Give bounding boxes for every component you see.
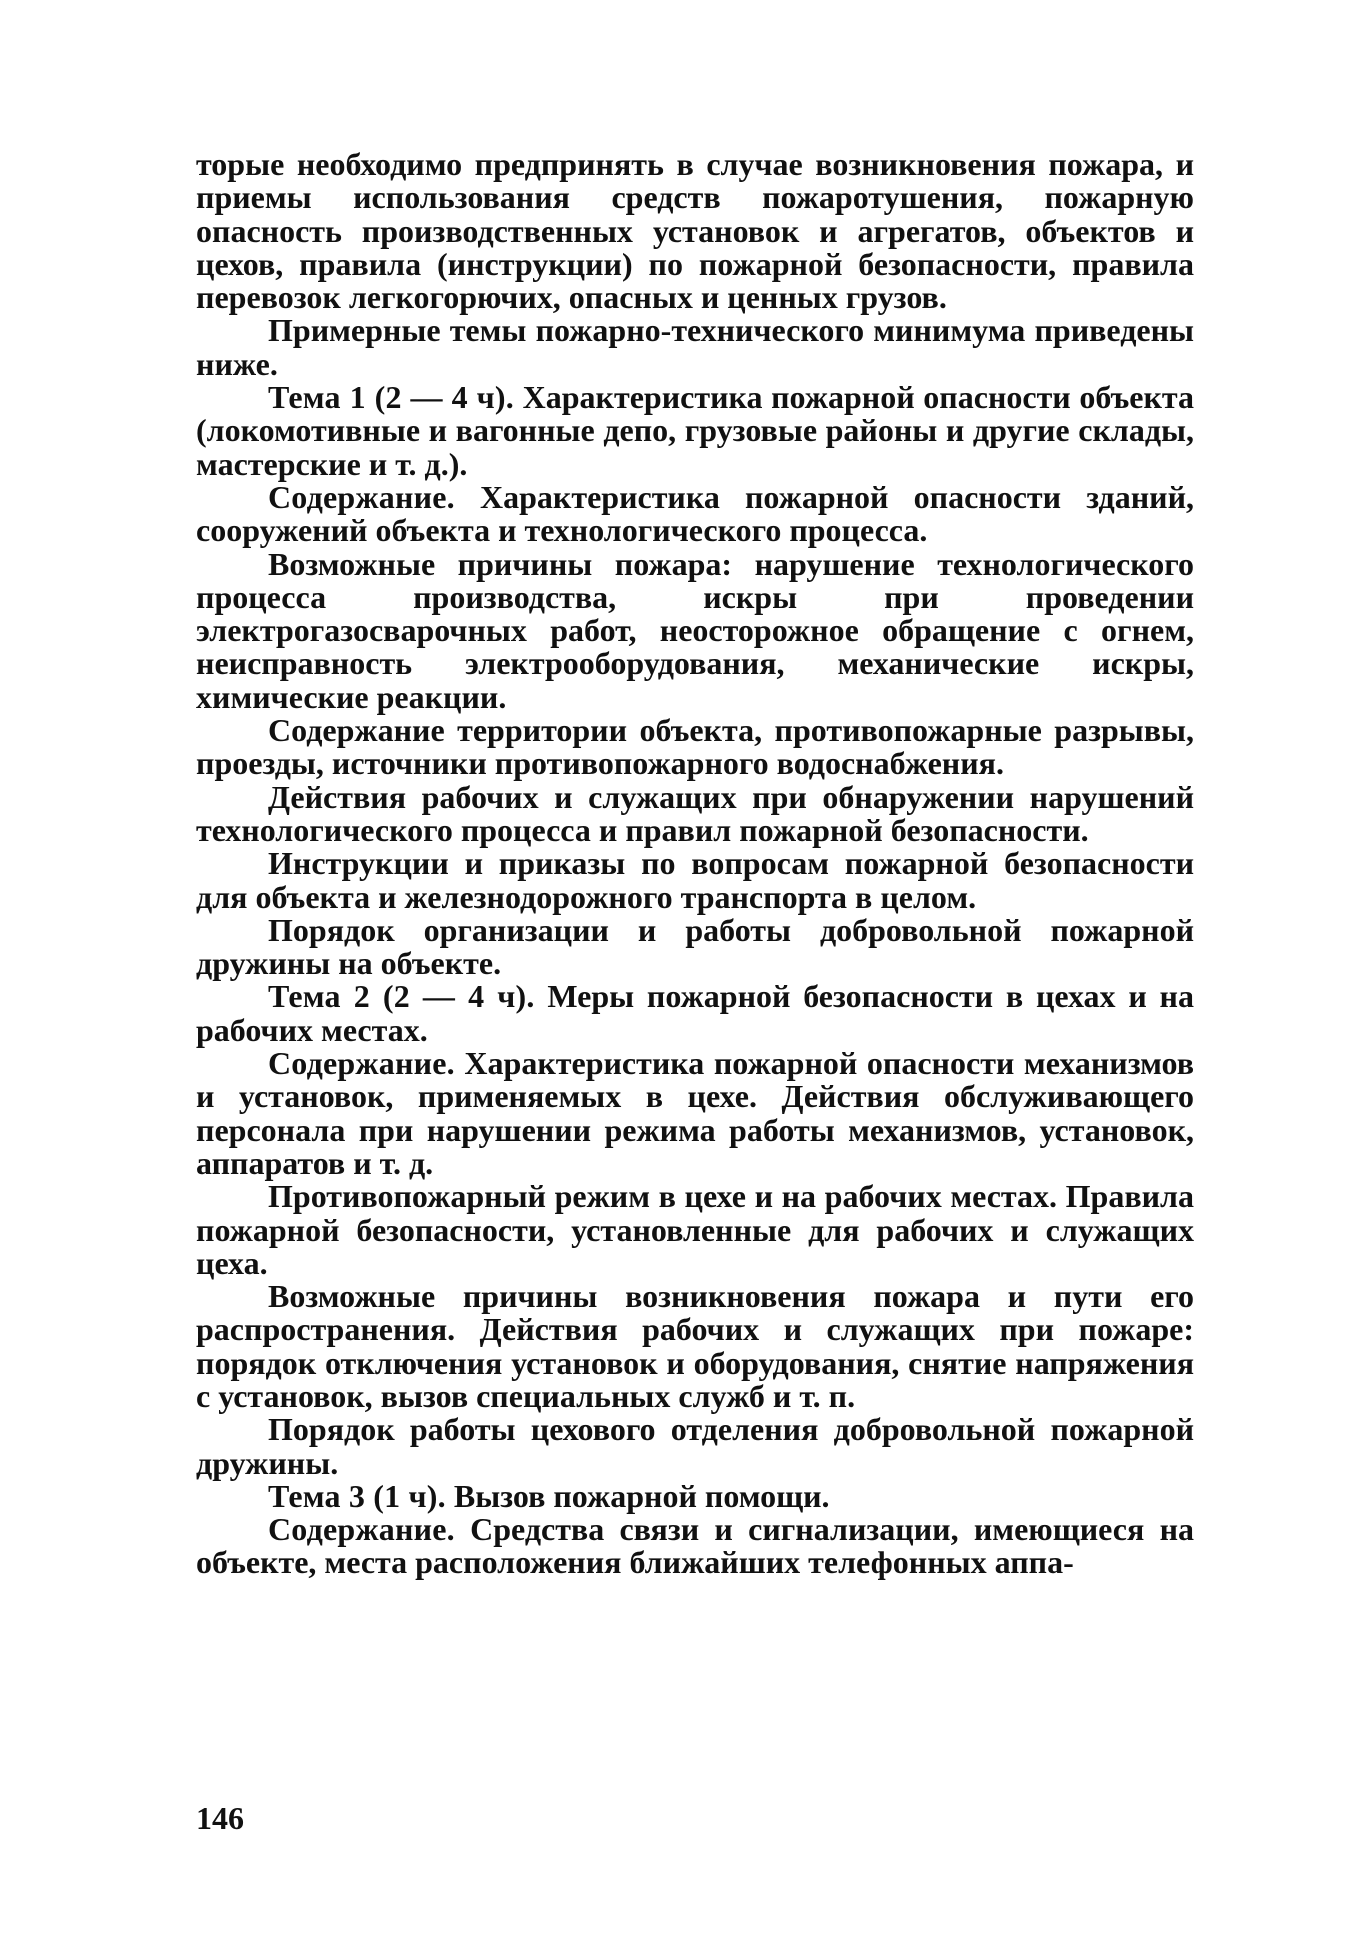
paragraph-7-text: Действия рабочих и служащих при обнаружении нарушений технологического процесса и правил пожарной безопасности. xyxy=(196,778,1194,848)
paragraph-16-text: Средства связи и сигнализации, имеющиеся на объекте, места расположения ближайших телефонных аппа- xyxy=(196,1511,1194,1581)
paragraph-15-text: Вызов пожарной помощи. xyxy=(445,1477,830,1514)
paragraph-9 xyxy=(196,911,1194,982)
topic-2-heading: Тема 2 (2 — 4 ч). xyxy=(268,978,535,1015)
paragraph-10-text: Меры пожарной безопасности в цехах и на рабочих местах. xyxy=(196,978,1194,1048)
paragraph-11-text: Характеристика пожарной опасности механизмов и установок, применяемых в цехе. Действия обслуживающего персонала при нарушении режима работы механизмов, установок, аппаратов и т. д. xyxy=(196,1045,1194,1181)
paragraph-1 xyxy=(196,148,1194,314)
paragraph-4 xyxy=(196,478,1194,549)
paragraph-9-text: Порядок организации и работы добровольной пожарной дружины на объекте. xyxy=(196,911,1194,982)
topic-1-heading: Тема 1 (2 — 4 ч). xyxy=(268,379,514,416)
paragraph-6-text: Содержание территории объекта, противопожарные разрывы, проезды, источники противопожарного водоснабжения. xyxy=(196,712,1194,782)
paragraph-3-text: Характеристика пожарной опасности объекта (локомотивные и вагонные депо, грузовые районы и другие склады, мастерские и т. д.). xyxy=(196,379,1195,482)
paragraph-7 xyxy=(196,778,1194,848)
page-number: 146 xyxy=(196,1800,244,1836)
paragraph-1-text: торые необходимо предпринять в случае возникновения пожара, и приемы использования средств пожаротушения, пожарную опасность производственных установок и агрегатов, объектов и цехов, правила (инструкции) по пожарной безопасности, правила перевозок легкогорючих, опасных и ценных грузов. xyxy=(196,146,1194,316)
paragraph-2-text: Примерные темы пожарно-технического минимума приведены ниже. xyxy=(196,312,1194,382)
paragraph-8 xyxy=(196,847,1194,914)
paragraph-4-text: Характеристика пожарной опасности зданий, сооружений объекта и технологического процесса. xyxy=(196,478,1194,549)
paragraph-6 xyxy=(196,714,1194,781)
paragraph-12 xyxy=(196,1180,1194,1280)
paragraph-16 xyxy=(196,1513,1194,1580)
content-label: Содержание. xyxy=(268,478,455,515)
paragraph-5 xyxy=(196,545,1194,715)
paragraph-14 xyxy=(196,1413,1194,1480)
paragraph-15 xyxy=(196,1477,1194,1514)
content-label: Содержание. xyxy=(268,1045,455,1082)
paragraph-3 xyxy=(196,381,1194,481)
paragraph-13-text: Возможные причины возникновения пожара и пути его распространения. Действия рабочих и служащих при пожаре: порядок отключения установок и оборудования, снятие напряжения с установок, вызов специальных служб и т. п. xyxy=(196,1278,1194,1414)
paragraph-13 xyxy=(196,1280,1194,1413)
paragraph-11 xyxy=(196,1047,1194,1180)
content-label: Содержание. xyxy=(268,1511,455,1548)
paragraph-12-text: Противопожарный режим в цехе и на рабочих местах. Правила пожарной безопасности, установленные для рабочих и служащих цеха. xyxy=(196,1178,1194,1281)
topic-3-heading: Тема 3 (1 ч). xyxy=(268,1477,446,1514)
paragraph-5-text: Возможные причины пожара: нарушение технологического процесса производства, искры при проведении электрогазосварочных работ, неосторожное обращение с огнем, неисправность электрооборудования, механические искры, химические реакции. xyxy=(196,545,1194,715)
paragraph-10 xyxy=(196,980,1194,1047)
paragraph-2 xyxy=(196,314,1194,381)
paragraph-8-text: Инструкции и приказы по вопросам пожарной безопасности для объекта и железнодорожного транспорта в целом. xyxy=(196,845,1194,915)
paragraph-14-text: Порядок работы цехового отделения добровольной пожарной дружины. xyxy=(196,1411,1194,1481)
page-text xyxy=(196,148,1194,1580)
